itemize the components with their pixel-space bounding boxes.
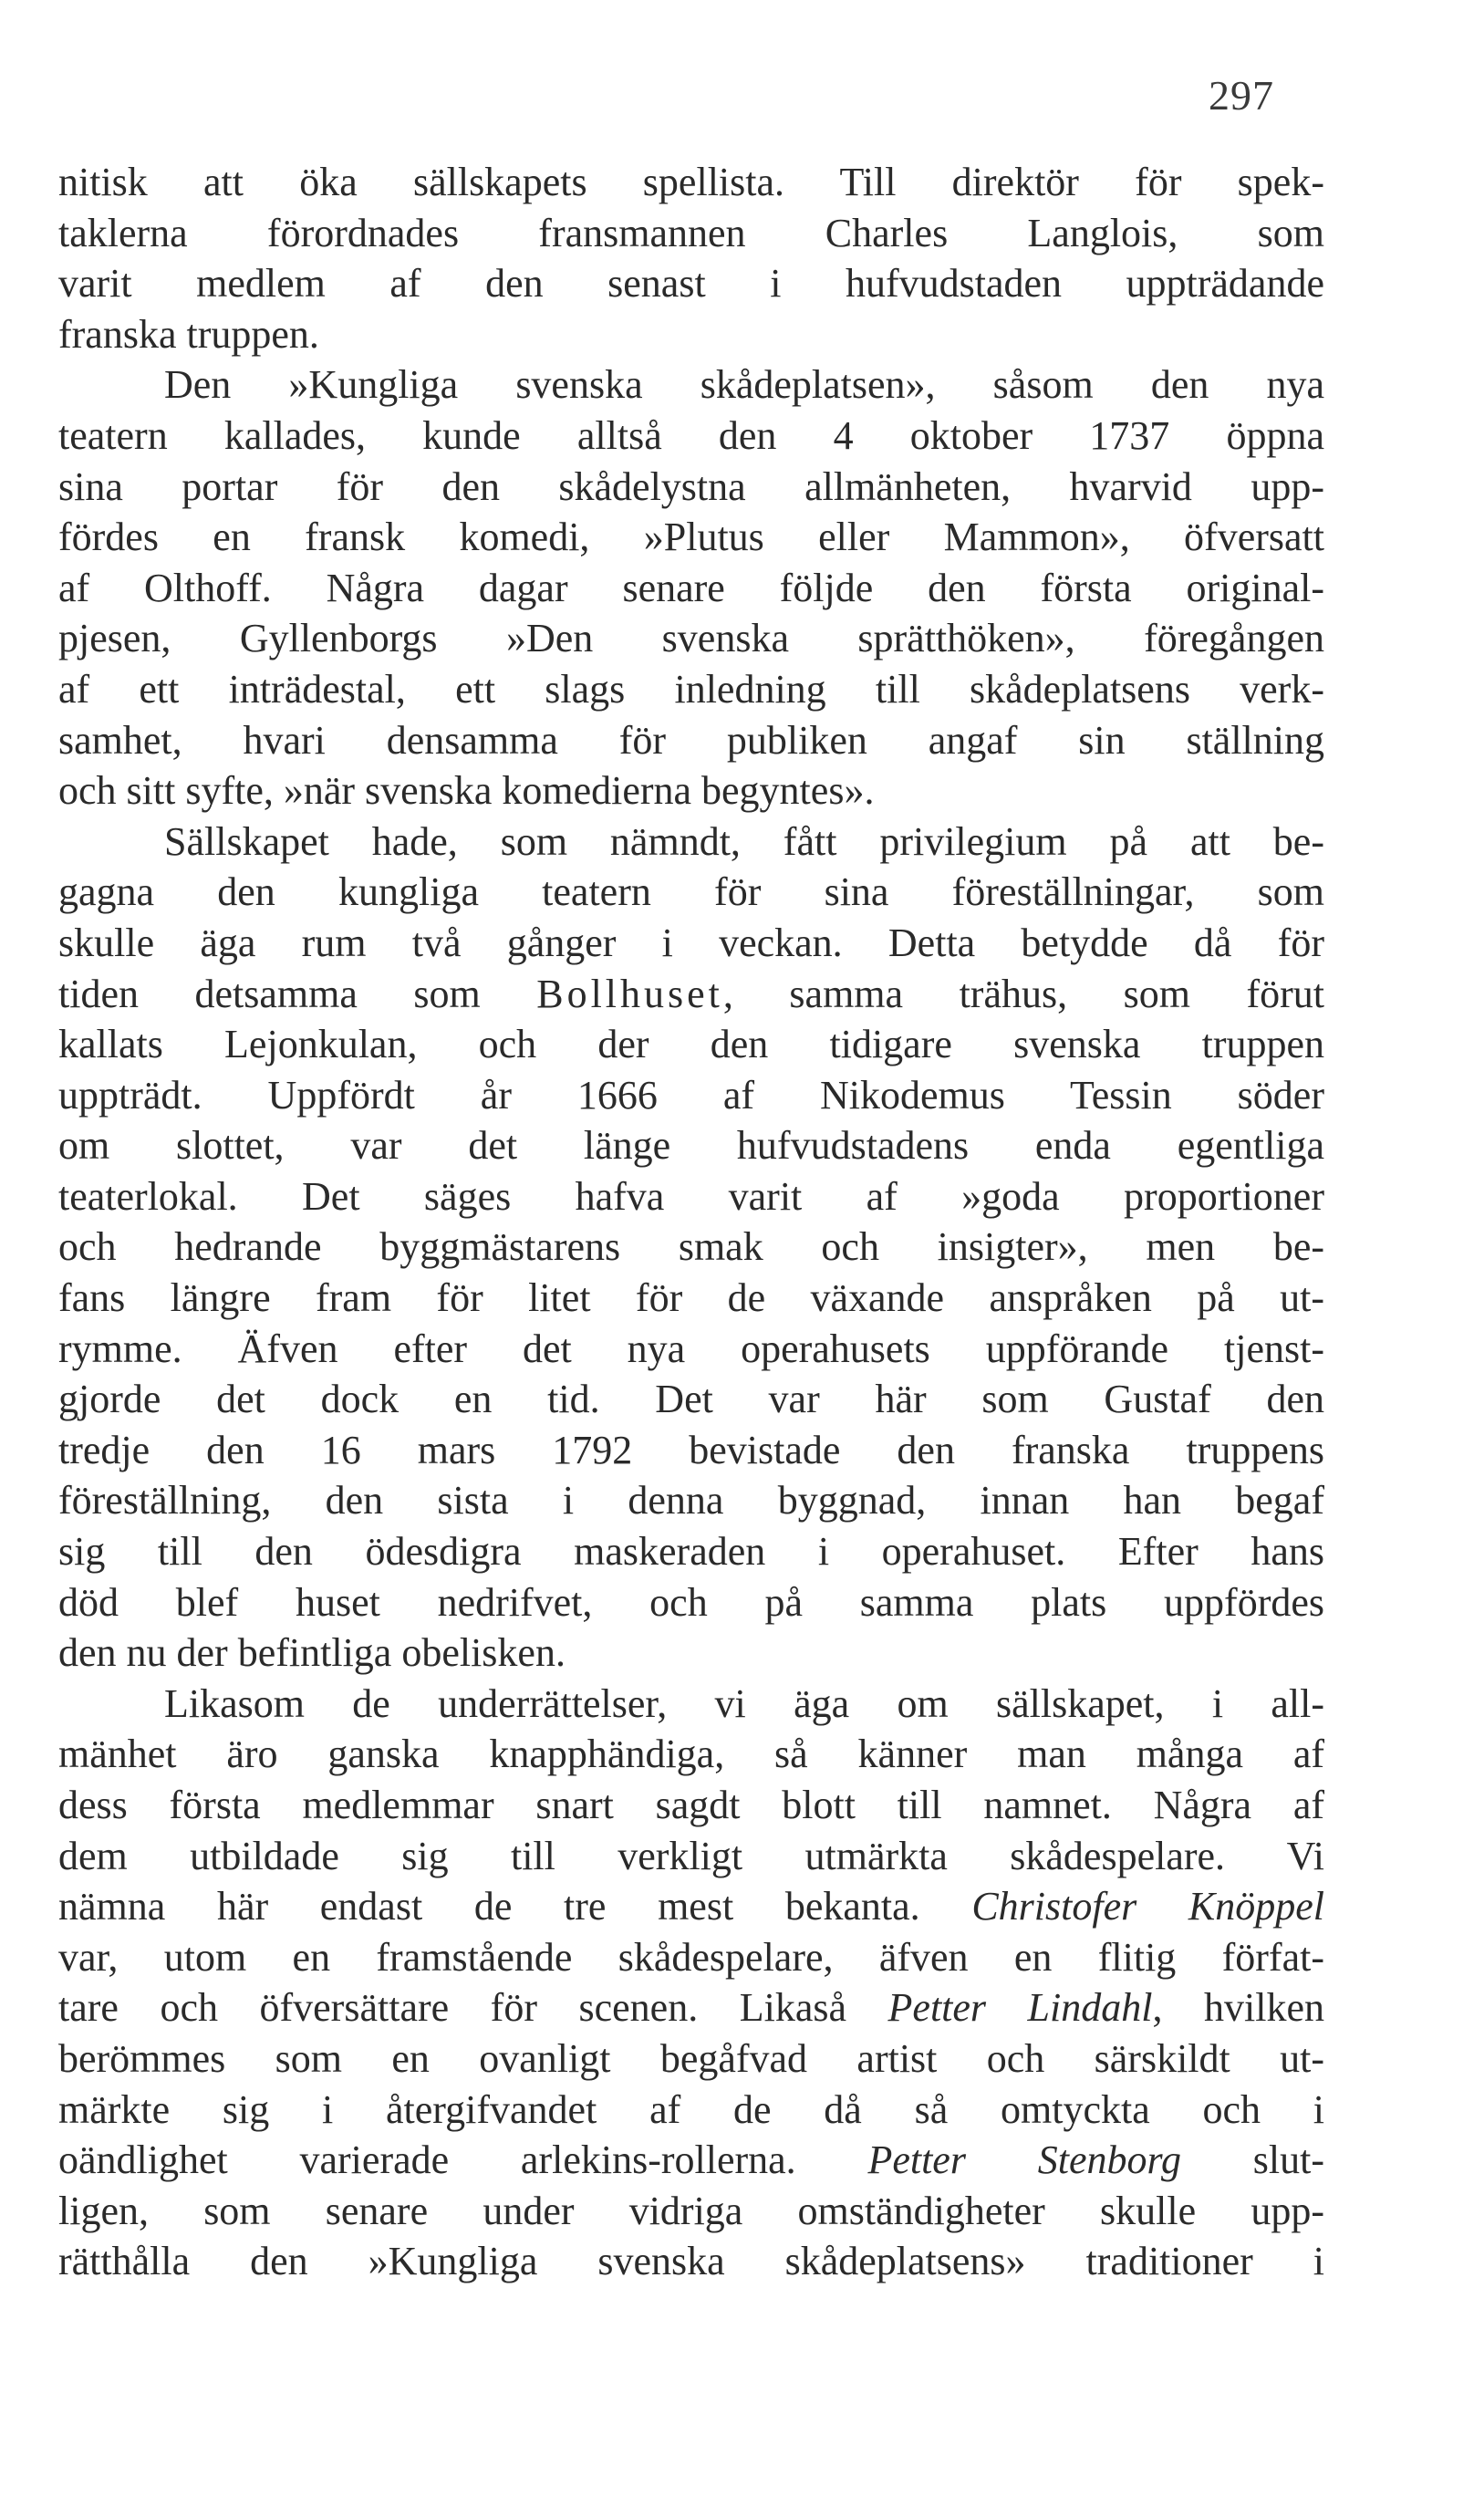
text-line: föreställning, den sista i denna byggnad, innan han begaf bbox=[58, 1478, 1324, 1524]
text-line: kallats Lejonkulan, och der den tidigare svenska truppen bbox=[58, 1022, 1324, 1067]
text-line: teaterlokal. Det säges hafva varit af »goda proportioner bbox=[58, 1173, 1324, 1219]
text-line bbox=[58, 1982, 1324, 2033]
text-line: rätthålla den »Kungliga svenska skådeplatsens» traditioner i bbox=[58, 2239, 1324, 2284]
text-run: nämna här endast de tre mest bekanta. bbox=[58, 1884, 972, 1929]
text-line: dess första medlemmar snart sagdt blott till namnet. Några af bbox=[58, 1783, 1324, 1827]
text-line: Sällskapet hade, som nämndt, fått privilegium på att be- bbox=[164, 818, 1324, 864]
text-line: Den »Kungliga svenska skådeplatsen», såsom den nya bbox=[164, 362, 1324, 408]
text-line: pjesen, Gyllenborgs »Den svenska sprätthöken», föregången bbox=[58, 616, 1324, 661]
text-line: fördes en fransk komedi, »Plutus eller Mammon», öfversatt bbox=[58, 515, 1324, 560]
text-line: gagna den kungliga teatern för sina föreställningar, som bbox=[58, 869, 1324, 915]
text-line: ligen, som senare under vidriga omständigheter skulle upp- bbox=[58, 2188, 1324, 2233]
text-line: Likasom de underrättelser, vi äga om sällskapet, i all- bbox=[164, 1680, 1324, 1726]
text-run: oändlighet varierade arlekins-rollerna. bbox=[58, 2137, 868, 2183]
text-line: rymme. Äfven efter det nya operahusets uppförande tjenst- bbox=[58, 1326, 1324, 1371]
text-line: dem utbildade sig till verkligt utmärkta skådespelare. Vi bbox=[58, 1833, 1324, 1878]
person-name-italic: Petter Stenborg bbox=[867, 2137, 1181, 2183]
text-line: mänhet äro ganska knapphändiga, så känner man många af bbox=[58, 1732, 1324, 1777]
text-run: , samma trähus, som förut bbox=[722, 971, 1324, 1016]
text-line: och hedrande byggmästarens smak och insigter», men be- bbox=[58, 1224, 1324, 1270]
person-name-italic: Petter Lindahl bbox=[887, 1985, 1153, 2031]
text-line: af ett inträdestal, ett slags inledning till skådeplatsens verk- bbox=[58, 666, 1324, 712]
text-run: tare och öfversättare för scenen. Likaså bbox=[58, 1985, 888, 2031]
text-line: berömmes som en ovanligt begåfvad artist och särskildt ut- bbox=[58, 2035, 1324, 2081]
text-line: samhet, hvari densamma för publiken angaf sin ställning bbox=[58, 717, 1324, 763]
spaced-emphasis: Bollhuset bbox=[536, 971, 723, 1016]
person-name-italic: Christofer Knöppel bbox=[971, 1884, 1324, 1929]
text-line: var, utom en framstående skådespelare, äfven en flitig förfat- bbox=[58, 1934, 1324, 1980]
text-line: skulle äga rum två gånger i veckan. Detta betydde då för bbox=[58, 920, 1324, 965]
text-line: och sitt syfte, »när svenska komedierna begyntes». bbox=[58, 768, 875, 814]
text-line: varit medlem af den senast i hufvudstaden uppträdande bbox=[58, 261, 1324, 307]
text-line: nitisk att öka sällskapets spellista. Till direktör för spek- bbox=[58, 160, 1324, 204]
text-line: om slottet, var det länge hufvudstadens enda egentliga bbox=[58, 1123, 1324, 1169]
text-line: sig till den ödesdigra maskeraden i operahuset. Efter hans bbox=[58, 1529, 1324, 1575]
text-line: sina portar för den skådelystna allmänheten, hvarvid upp- bbox=[58, 463, 1324, 509]
text-line: märkte sig i återgifvandet af de då så omtyckta och i bbox=[58, 2086, 1324, 2132]
text-line: teatern kallades, kunde alltså den 4 oktober 1737 öppna bbox=[58, 412, 1324, 458]
text-run: tiden detsamma som bbox=[58, 971, 537, 1016]
text-line: fans längre fram för litet för de växande anspråken på ut- bbox=[58, 1275, 1324, 1321]
text-line: af Olthoff. Några dagar senare följde den första original- bbox=[58, 565, 1324, 610]
text-line: död blef huset nedrifvet, och på samma plats uppfördes bbox=[58, 1579, 1324, 1625]
body-text bbox=[58, 157, 1324, 2287]
text-run: slut- bbox=[1180, 2137, 1324, 2183]
text-line: franska truppen. bbox=[58, 311, 319, 357]
text-line bbox=[58, 1881, 1324, 1932]
text-line: taklerna förordnades fransmannen Charles Langlois, som bbox=[58, 210, 1324, 255]
text-line bbox=[58, 2135, 1324, 2186]
page-number: 297 bbox=[1209, 72, 1274, 119]
text-line: gjorde det dock en tid. Det var här som Gustaf den bbox=[58, 1377, 1324, 1422]
text-line bbox=[58, 969, 1324, 1020]
text-line: uppträdt. Uppfördt år 1666 af Nikodemus Tessin söder bbox=[58, 1072, 1324, 1118]
text-run: , hvilken bbox=[1152, 1985, 1324, 2031]
text-line: den nu der befintliga obelisken. bbox=[58, 1630, 566, 1676]
text-line: tredje den 16 mars 1792 bevistade den franska truppens bbox=[58, 1427, 1324, 1472]
